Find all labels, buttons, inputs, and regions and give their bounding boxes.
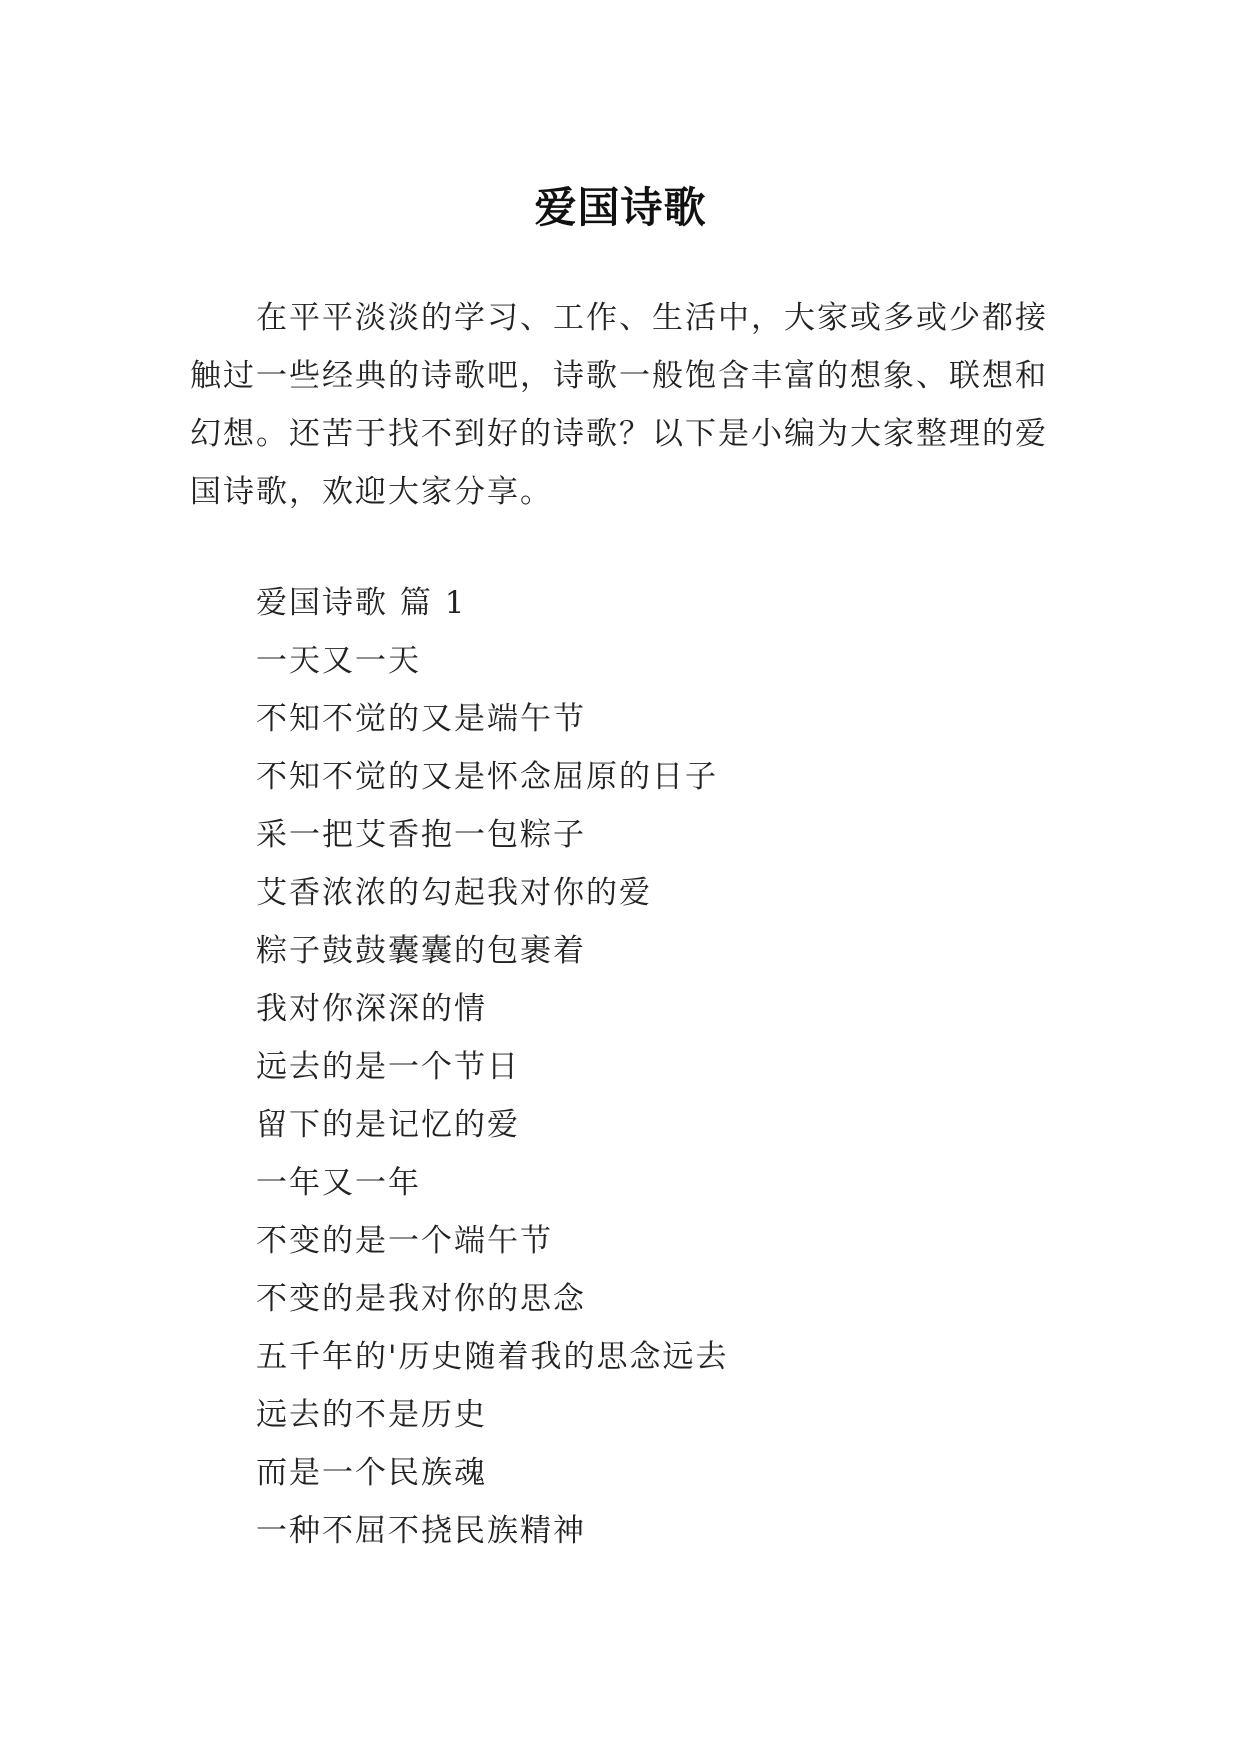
intro-paragraph: 在平平淡淡的学习、工作、生活中，大家或多或少都接触过一些经典的诗歌吧，诗歌一般饱含丰富的想象、联想和幻想。还苦于找不到好的诗歌？以下是小编为大家整理的爱国诗歌，欢迎大家分享。 (190, 300, 1048, 510)
poem-line: 不变的是我对你的思念 (256, 1281, 586, 1317)
document-title: 爱国诗歌 (534, 183, 707, 233)
poem-line: 一种不屈不挠民族精神 (256, 1513, 586, 1549)
poem-heading: 爱国诗歌 篇 1 (256, 585, 467, 621)
poem-line: 我对你深深的情 (256, 991, 487, 1027)
poem-line: 不知不觉的又是怀念屈原的日子 (256, 759, 718, 795)
poem-line: 一天又一天 (256, 643, 421, 679)
poem-line: 留下的是记忆的爱 (256, 1107, 520, 1143)
poem-line: 一年又一年 (256, 1165, 421, 1201)
poem-line: 远去的不是历史 (256, 1397, 487, 1433)
poem-line: 艾香浓浓的勾起我对你的爱 (256, 875, 652, 911)
poem-line: 不知不觉的又是端午节 (256, 701, 586, 737)
poem-line: 远去的是一个节日 (256, 1049, 520, 1085)
poem-line: 粽子鼓鼓囊囊的包裹着 (256, 933, 586, 969)
poem-line: 而是一个民族魂 (256, 1455, 487, 1491)
poem-line: 采一把艾香抱一包粽子 (256, 817, 586, 853)
poem (256, 574, 729, 1560)
poem-line: 不变的是一个端午节 (256, 1223, 553, 1259)
poem-line: 五千年的'历史随着我的思念远去 (256, 1339, 729, 1375)
